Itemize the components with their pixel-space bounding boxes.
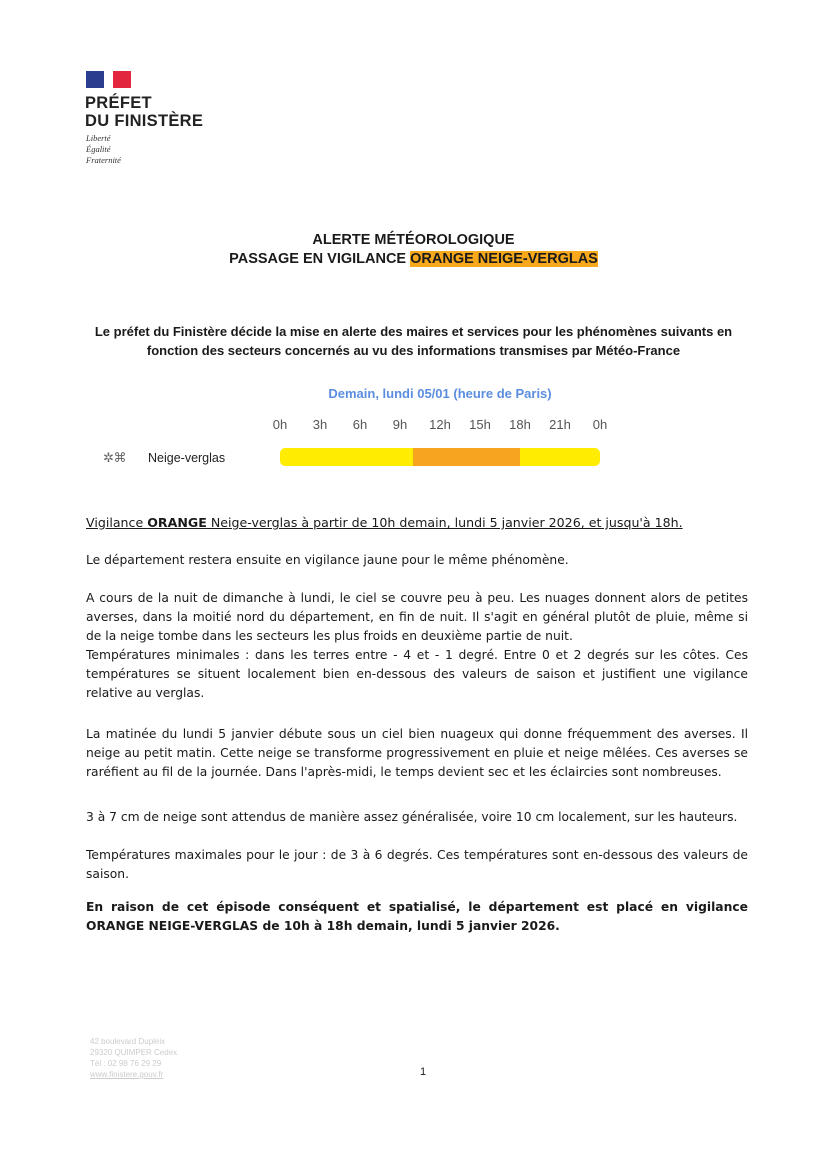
logo-line-1: PRÉFET [85, 94, 152, 112]
snow-ice-icon: ✲ ⌘ [103, 450, 125, 465]
prefecture-name [85, 94, 203, 130]
paragraph-1: Le département restera ensuite en vigilance jaune pour le même phénomène. [86, 553, 569, 567]
page-number: 1 [420, 1066, 427, 1078]
footer-address-1: 42 boulevard Dupleix [90, 1037, 166, 1046]
hour-label: 18h [509, 417, 531, 432]
hour-label: 3h [312, 417, 328, 432]
marianne-logo [86, 71, 131, 88]
footer-address [90, 1036, 177, 1080]
paragraph-3: Températures minimales : dans les terres entre - 4 et - 1 degré. Entre 0 et 2 degrés sur les côtes. Ces températures se situent localement bien en-dessous des valeurs de saison et justifient une vigilance relative au verglas. [86, 648, 748, 700]
logo-line-2: DU FINISTÈRE [85, 112, 204, 130]
timeline-day-label: Demain, lundi 05/01 (heure de Paris) [328, 386, 552, 401]
hour-label: 12h [429, 417, 451, 432]
title-line-1: ALERTE MÉTÉOROLOGIQUE [312, 232, 515, 248]
hour-label: 9h [392, 417, 408, 432]
headline-pre: Vigilance [86, 515, 148, 530]
hour-label: 6h [352, 417, 368, 432]
devise-egalite: Égalité [86, 144, 111, 154]
paragraph-7: En raison de cet épisode conséquent et spatialisé, le département est placé en vigilance ORANGE NEIGE-VERGLAS de 10h à 18h demain, lundi 5 janvier 2026. [86, 900, 748, 933]
footer-website[interactable]: www.finistere.gouv.fr [90, 1070, 164, 1079]
phenomenon-label: Neige-verglas [148, 451, 226, 465]
headline-post: Neige-verglas à partir de 10h demain, lundi 5 janvier 2026, et jusqu'à 18h. [206, 515, 683, 530]
title-prefix: PASSAGE EN VIGILANCE [229, 251, 411, 267]
footer-phone: Tél : 02 98 76 29 29 [90, 1059, 162, 1068]
devise-fraternite: Fraternité [86, 155, 121, 165]
vigilance-bar [280, 448, 600, 466]
devise [86, 133, 121, 166]
hour-label: 0h [272, 417, 288, 432]
headline [86, 513, 748, 532]
title-line-2 [0, 251, 827, 267]
hour-label: 21h [549, 417, 571, 432]
hour-label: 15h [469, 417, 491, 432]
intro-text: Le préfet du Finistère décide la mise en alerte des maires et services pour les phénomènes suivants en fonction des secteurs concernés au vu des informations transmises par Météo-France [94, 324, 733, 358]
paragraph-2: A cours de la nuit de dimanche à lundi, le ciel se couvre peu à peu. Les nuages donnent alors de petites averses, dans la moitié nord du département, en fin de nuit. Il s'agit en général plutôt de pluie, même si de la neige tombe dans les secteurs les plus froids en deuxième partie de nuit. [86, 591, 748, 643]
paragraph-5: 3 à 7 cm de neige sont attendus de manière assez généralisée, voire 10 cm localement, sur les hauteurs. [86, 810, 738, 824]
hour-label: 0h [592, 417, 608, 432]
footer-address-2: 29320 QUIMPER Cedex [90, 1048, 178, 1057]
orange-segment [413, 448, 520, 466]
paragraph-6: Températures maximales pour le jour : de 3 à 6 degrés. Ces températures sont en-dessous des valeurs de saison. [86, 848, 748, 881]
paragraph-4: La matinée du lundi 5 janvier débute sous un ciel bien nuageux qui donne fréquemment des averses. Il neige au petit matin. Cette neige se transforme progressivement en pluie et neige mêlées. Ces averses se raréfient au fil de la journée. Dans l'après-midi, le temps devient sec et les éclaircies sont nombreuses. [86, 727, 748, 779]
headline-bold: ORANGE [147, 515, 207, 530]
devise-liberte: Liberté [86, 133, 111, 143]
title-highlight: ORANGE NEIGE-VERGLAS [410, 251, 598, 267]
